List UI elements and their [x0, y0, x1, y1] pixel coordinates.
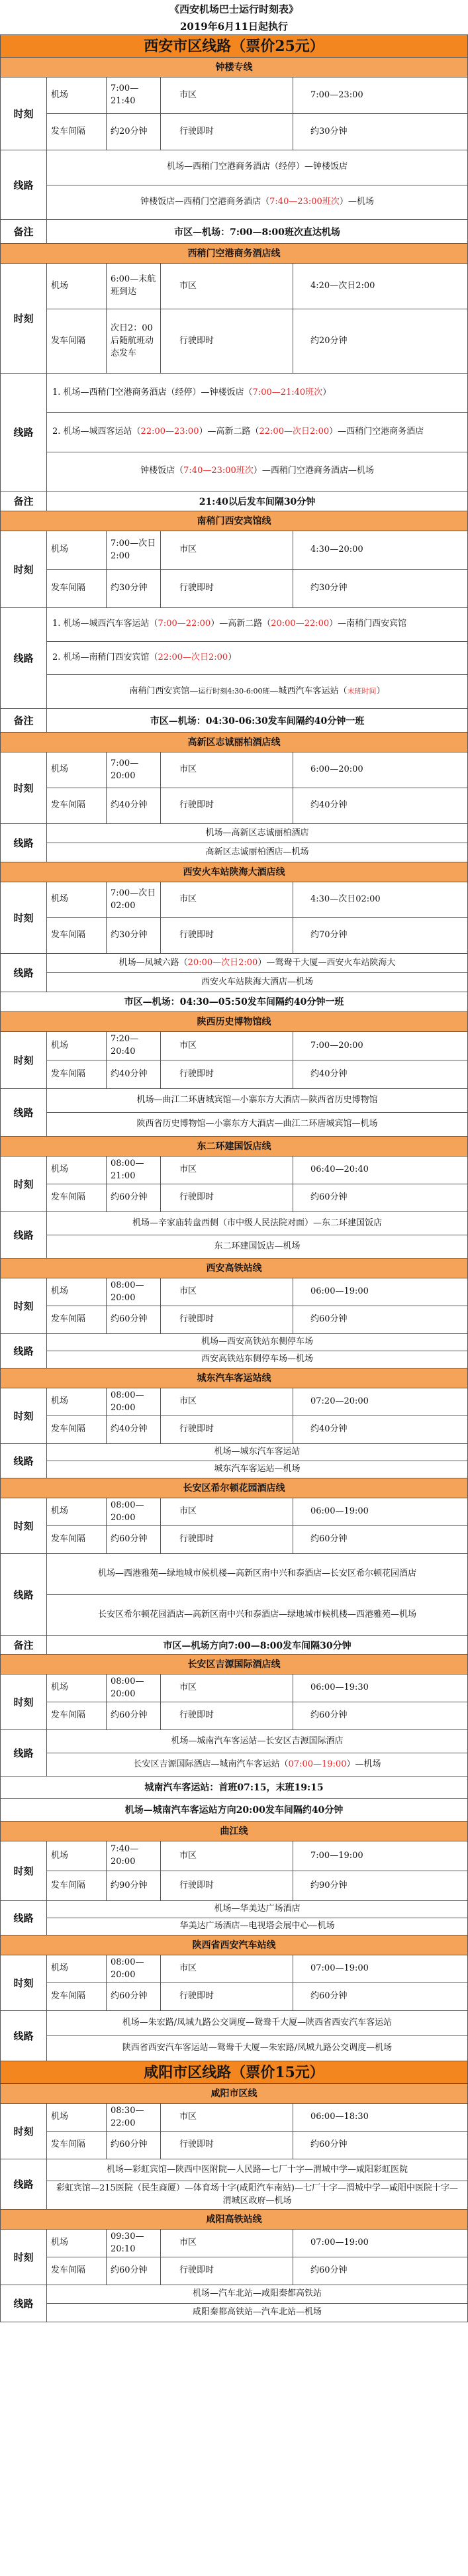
airport-interval: 约40分钟	[107, 788, 161, 823]
route-line: 机场—曲江二环唐城宾馆—小寨东方大酒店—陕西省历史博物馆	[136, 1095, 378, 1106]
route-header-chengdong: 城东汽车客运站线	[0, 1368, 468, 1388]
route-line: 华美达广场酒店—电视塔会展中心—机场	[47, 1918, 467, 1935]
airport-interval: 约60分钟	[107, 1983, 161, 2010]
airport-label: 机场	[47, 1955, 107, 1983]
route-line: 机场—辛家庙转盘西侧（市中级人民法院对面）—东二环建国饭店	[132, 1217, 382, 1228]
route-line: 1. 机场—西稍门空港商务酒店（经停）—钟楼饭店（ 7:00—21:40班次 ）	[52, 387, 332, 397]
city-interval: 约40分钟	[310, 1068, 348, 1079]
airport-label: 机场	[47, 1278, 107, 1306]
city-interval: 约20分钟	[310, 335, 348, 346]
departure-label: 行驶即时	[161, 1702, 293, 1729]
route-row	[0, 1444, 468, 1478]
departure-label: 行驶即时	[161, 1871, 293, 1900]
effective-date: 2019年6月11日起执行	[179, 21, 289, 32]
route-line: 陕西省西安汽车客运站—鸳鸯千大厦—朱宏路/凤城九路公交调度—机场	[47, 2035, 467, 2061]
airport-label: 机场	[47, 1674, 107, 1702]
remark-row	[0, 709, 468, 733]
remark-row	[0, 220, 468, 244]
airport-time: 08:00—20:00	[107, 1388, 161, 1416]
airport-time: 08:00—20:00	[107, 1674, 161, 1702]
departure-label: 行驶即时	[161, 2257, 293, 2285]
airport-label: 机场	[47, 531, 107, 569]
timetable-label: 时刻	[1, 531, 47, 607]
interval-label: 发车间隔	[47, 570, 107, 607]
airport-time: 09:30—20:10	[107, 2230, 161, 2257]
route-label: 线路	[1, 608, 47, 708]
route-line: 机场—彩虹宾馆—陕西中医附院—人民路—七厂十字—渭城中学—咸阳彩虹医院	[106, 2164, 408, 2175]
city-label: 市区	[161, 1157, 293, 1184]
schedule-table	[0, 34, 468, 2322]
airport-label: 机场	[47, 1841, 107, 1871]
city-time: 4:20—次日2:00	[310, 280, 375, 291]
route-line: 城东汽车客运站—机场	[47, 1461, 467, 1478]
airport-label: 机场	[47, 882, 107, 917]
route-label: 线路	[1, 1212, 47, 1258]
timetable-row	[0, 2104, 468, 2159]
timetable-label: 时刻	[1, 264, 47, 373]
interval-label: 发车间隔	[47, 2132, 107, 2159]
airport-label: 机场	[47, 2230, 107, 2257]
airport-interval: 约60分钟	[107, 1526, 161, 1553]
route-row	[0, 2285, 468, 2322]
remark-text: 市区—机场：04:30-06:30发车间隔约40分钟一班	[150, 715, 365, 727]
route-label: 线路	[1, 150, 47, 219]
remark-text: 市区—机场：7:00—8:00班次直达机场	[174, 227, 340, 238]
departure-label: 行驶即时	[161, 2132, 293, 2159]
city-time: 6:00—20:00	[310, 764, 363, 775]
route-header-gaoxin: 高新区志诚丽柏酒店线	[0, 733, 468, 752]
route-line: 长安区吉源国际酒店—城南汽车客运站（ 07:00—19:00 ）—机场	[47, 1753, 467, 1776]
airport-time: 7:00—次日2:00	[107, 531, 161, 569]
city-label: 市区	[161, 1032, 293, 1060]
airport-time: 08:30—22:00	[107, 2104, 161, 2131]
airport-interval: 约60分钟	[107, 1184, 161, 1211]
departure-label: 行驶即时	[161, 918, 293, 953]
route-label: 线路	[1, 1089, 47, 1136]
city-interval: 约60分钟	[310, 1314, 348, 1325]
route-header-xianyang-hsr: 咸阳高铁站线	[0, 2210, 468, 2230]
city-label: 市区	[161, 77, 293, 113]
route-row	[0, 1212, 468, 1259]
remark-label: 备注	[1, 491, 47, 511]
departure-label: 行驶即时	[161, 1184, 293, 1211]
route-label: 线路	[1, 374, 47, 491]
interval-label: 发车间隔	[47, 1416, 107, 1443]
timetable-label: 时刻	[1, 77, 47, 150]
route-label: 线路	[1, 1901, 47, 1935]
route-row	[0, 954, 468, 992]
city-interval: 约90分钟	[310, 1880, 348, 1890]
airport-time: 7:00—20:00	[107, 752, 161, 788]
timetable-row	[0, 1841, 468, 1901]
remark-text: 21:40以后发车间隔30分钟	[199, 496, 316, 507]
route-line: 钟楼饭店—西稍门空港商务酒店（ 7:40—23:00班次 ）—机场	[47, 185, 467, 220]
route-label: 线路	[1, 2159, 47, 2209]
city-time: 07:20—20:00	[310, 1396, 369, 1407]
airport-time: 08:00—21:00	[107, 1157, 161, 1184]
remark-text: 市区—机场方向7:00—8:00发车间隔30分钟	[163, 1640, 351, 1651]
route-line: 机场—西安高铁站东侧停车场	[201, 1337, 313, 1347]
airport-interval: 约30分钟	[107, 918, 161, 953]
timetable-row	[0, 752, 468, 824]
airport-time: 7:00—次日02:00	[107, 882, 161, 917]
route-row	[0, 2011, 468, 2061]
timetable-label: 时刻	[1, 1032, 47, 1088]
route-line: 西安火车站陕海大酒店—机场	[47, 972, 467, 992]
route-line: 东二环建国饭店—机场	[47, 1235, 467, 1258]
airport-time: 08:00—20:00	[107, 1498, 161, 1525]
route-header-qujiang: 曲江线	[0, 1822, 468, 1841]
route-line: 机场—朱宏路/凤城九路公交调度—鸳鸯千大厦—陕西省西安汽车客运站	[122, 2018, 393, 2028]
timetable-row	[0, 1498, 468, 1554]
city-time: 07:00—19:00	[310, 1963, 369, 1974]
timetable-label: 时刻	[1, 1841, 47, 1900]
airport-interval: 约40分钟	[107, 1416, 161, 1443]
route-row	[0, 2159, 468, 2210]
airport-time: 08:00—20:00	[107, 1278, 161, 1306]
city-time: 07:00—19:00	[310, 2238, 369, 2248]
airport-label: 机场	[47, 1032, 107, 1060]
route-row	[0, 608, 468, 709]
route-line: 陕西省历史博物馆—小寨东方大酒店—曲江二环唐城宾馆—机场	[47, 1112, 467, 1136]
airport-label: 机场	[47, 264, 107, 309]
route-line: 2. 机场—南稍门西安宾馆（ 22:00—次日2:00 ）	[47, 641, 467, 675]
route-label: 线路	[1, 1334, 47, 1368]
remark-text: 机场—城南汽车客运站方向20:00发车间隔约40分钟	[0, 1799, 468, 1822]
timetable-label: 时刻	[1, 1674, 47, 1729]
city-time: 06:00—19:30	[310, 1682, 369, 1693]
timetable-label: 时刻	[1, 752, 47, 823]
interval-label: 发车间隔	[47, 918, 107, 953]
airport-interval: 约60分钟	[107, 2132, 161, 2159]
timetable-label: 时刻	[1, 2104, 47, 2159]
airport-time: 7:00—21:40	[107, 77, 161, 113]
interval-label: 发车间隔	[47, 2257, 107, 2285]
route-line: 机场—汽车北站—咸阳秦都高铁站	[192, 2289, 322, 2299]
city-label: 市区	[161, 882, 293, 917]
city-label: 市区	[161, 1498, 293, 1525]
route-line: 机场—凤城六路（ 20:00—次日2:00 ）—鸳鸯千大厦—西安火车站陕海大	[118, 957, 396, 968]
route-header-xianyang-city: 咸阳市区线	[0, 2084, 468, 2104]
route-row	[0, 1089, 468, 1137]
city-time: 06:00—19:00	[310, 1286, 369, 1297]
route-label: 线路	[1, 2011, 47, 2061]
city-label: 市区	[161, 1388, 293, 1416]
airport-time: 6:00—末航班到达	[107, 264, 161, 309]
city-label: 市区	[161, 752, 293, 788]
city-time: 06:00—19:00	[310, 1506, 369, 1517]
region-header-xian: 西安市区线路（票价25元）	[0, 35, 468, 58]
route-line: 咸阳秦都高铁站—汽车北站—机场	[47, 2303, 467, 2322]
airport-label: 机场	[47, 752, 107, 788]
airport-time: 08:00—20:00	[107, 1955, 161, 1983]
route-row	[0, 374, 468, 491]
airport-label: 机场	[47, 1388, 107, 1416]
city-interval: 约40分钟	[310, 800, 348, 811]
route-line: 机场—西港雅苑—绿地城市候机楼—高新区南中兴和泰酒店—长安区希尔顿花园酒店	[97, 1569, 416, 1579]
route-row	[0, 1334, 468, 1368]
city-label: 市区	[161, 1841, 293, 1871]
interval-label: 发车间隔	[47, 309, 107, 373]
city-interval: 约60分钟	[310, 1710, 348, 1721]
route-header-museum: 陕西历史博物馆线	[0, 1012, 468, 1032]
route-label: 线路	[1, 824, 47, 862]
route-header-hsr: 西安高铁站线	[0, 1259, 468, 1278]
route-row	[0, 1554, 468, 1636]
route-label: 线路	[1, 2285, 47, 2322]
route-header-railway: 西安火车站陕海大酒店线	[0, 862, 468, 882]
city-time: 4:30—次日02:00	[310, 894, 381, 905]
departure-label: 行驶即时	[161, 1526, 293, 1553]
route-header-nanmen: 南稍门西安宾馆线	[0, 511, 468, 531]
city-label: 市区	[161, 2104, 293, 2131]
route-line: 西安高铁站东侧停车场—机场	[47, 1351, 467, 1368]
route-row	[0, 1901, 468, 1935]
route-header-hilton: 长安区希尔顿花园酒店线	[0, 1478, 468, 1498]
route-header-ximen: 西稍门空港商务酒店线	[0, 244, 468, 264]
route-row	[0, 150, 468, 220]
city-label: 市区	[161, 1674, 293, 1702]
timetable-row	[0, 1278, 468, 1334]
timetable-row	[0, 531, 468, 608]
timetable-row	[0, 1674, 468, 1730]
departure-label: 行驶即时	[161, 114, 293, 150]
city-interval: 约60分钟	[310, 2139, 348, 2150]
city-time: 7:00—23:00	[310, 89, 363, 100]
timetable-row	[0, 1157, 468, 1212]
interval-label: 发车间隔	[47, 1871, 107, 1900]
timetable-row	[0, 264, 468, 374]
city-label: 市区	[161, 1955, 293, 1983]
timetable-label: 时刻	[1, 1388, 47, 1443]
route-header-jianguo: 东二环建国饭店线	[0, 1137, 468, 1157]
remark-label: 备注	[1, 709, 47, 732]
timetable-row	[0, 77, 468, 150]
airport-label: 机场	[47, 2104, 107, 2131]
route-row	[0, 1730, 468, 1777]
city-time: 4:30—20:00	[310, 544, 363, 555]
airport-interval: 约20分钟	[107, 114, 161, 150]
city-time: 06:40—20:40	[310, 1164, 369, 1175]
city-time: 7:00—19:00	[310, 1850, 363, 1861]
route-label: 线路	[1, 954, 47, 992]
interval-label: 发车间隔	[47, 1060, 107, 1088]
timetable-row	[0, 882, 468, 954]
remark-text: 市区—机场：04:30—05:50发车间隔约40分钟一班	[0, 992, 468, 1012]
airport-label: 机场	[47, 77, 107, 113]
airport-interval: 约60分钟	[107, 1306, 161, 1333]
airport-interval: 次日2：00后随航班动态发车	[107, 309, 161, 373]
city-label: 市区	[161, 2230, 293, 2257]
airport-label: 机场	[47, 1498, 107, 1525]
route-header-jiyuan: 长安区吉源国际酒店线	[0, 1655, 468, 1674]
departure-label: 行驶即时	[161, 788, 293, 823]
timetable-label: 时刻	[1, 1498, 47, 1553]
city-interval: 约70分钟	[310, 930, 348, 941]
route-label: 线路	[1, 1554, 47, 1635]
region-header-xianyang: 咸阳市区线路（票价15元）	[0, 2061, 468, 2084]
city-interval: 约30分钟	[310, 583, 348, 593]
city-time: 06:00—18:30	[310, 2112, 369, 2122]
timetable-label: 时刻	[1, 2230, 47, 2285]
airport-time: 7:20—20:40	[107, 1032, 161, 1060]
airport-interval: 约40分钟	[107, 1060, 161, 1088]
city-label: 市区	[161, 264, 293, 309]
city-interval: 约40分钟	[310, 1424, 348, 1435]
timetable-label: 时刻	[1, 1157, 47, 1211]
airport-interval: 约90分钟	[107, 1871, 161, 1900]
interval-label: 发车间隔	[47, 1526, 107, 1553]
route-label: 线路	[1, 1730, 47, 1776]
route-label: 线路	[1, 1444, 47, 1478]
airport-time: 7:40—20:00	[107, 1841, 161, 1871]
timetable-label: 时刻	[1, 1278, 47, 1333]
route-line: 钟楼饭店（ 7:40—23:00班次 ）—西稍门空港商务酒店—机场	[47, 452, 467, 491]
route-line: 2. 机场—城西客运站（22:00—23:00）—高新二路（22:00—次日2:00）—西稍门空港商务酒店	[47, 412, 467, 451]
timetable-row	[0, 2230, 468, 2285]
interval-label: 发车间隔	[47, 114, 107, 150]
airport-interval: 约60分钟	[107, 1702, 161, 1729]
departure-label: 行驶即时	[161, 570, 293, 607]
departure-label: 行驶即时	[161, 1416, 293, 1443]
route-header-xian-bus: 陕西省西安汽车站线	[0, 1935, 468, 1955]
route-line: 机场—高新区志诚丽柏酒店	[205, 827, 309, 838]
airport-interval: 约60分钟	[107, 2257, 161, 2285]
departure-label: 行驶即时	[161, 309, 293, 373]
timetable-label: 时刻	[1, 1955, 47, 2010]
interval-label: 发车间隔	[47, 1983, 107, 2010]
interval-label: 发车间隔	[47, 1702, 107, 1729]
route-header-zhonglou: 钟楼专线	[0, 58, 468, 77]
interval-label: 发车间隔	[47, 788, 107, 823]
remark-row	[0, 491, 468, 511]
city-interval: 约60分钟	[310, 2265, 348, 2276]
route-line: 1. 机场—城西汽车客运站（7:00—22:00）—高新二路（20:00—22:00）—南稍门西安宾馆	[52, 619, 407, 629]
city-interval: 约60分钟	[310, 1192, 348, 1203]
route-line: 高新区志诚丽柏酒店—机场	[47, 843, 467, 862]
city-label: 市区	[161, 1278, 293, 1306]
remark-label: 备注	[1, 220, 47, 243]
route-row	[0, 824, 468, 862]
airport-interval: 约30分钟	[107, 570, 161, 607]
timetable-row	[0, 1032, 468, 1089]
departure-label: 行驶即时	[161, 1983, 293, 2010]
remark-label: 备注	[1, 1636, 47, 1654]
timetable-row	[0, 1388, 468, 1444]
route-line: 机场—城东汽车客运站	[214, 1447, 301, 1457]
city-interval: 约60分钟	[310, 1991, 348, 2002]
interval-label: 发车间隔	[47, 1184, 107, 1211]
airport-label: 机场	[47, 1157, 107, 1184]
city-interval: 约60分钟	[310, 1534, 348, 1545]
document-title: 《西安机场巴士运行时刻表》	[169, 3, 299, 15]
route-line: 机场—西稍门空港商务酒店（经停）—钟楼饭店	[166, 162, 348, 172]
departure-label: 行驶即时	[161, 1306, 293, 1333]
remark-text: 城南汽车客运站：首班07:15，末班19:15	[0, 1777, 468, 1799]
city-interval: 约30分钟	[310, 126, 348, 136]
route-line: 机场—华美达广场酒店	[214, 1904, 301, 1914]
city-time: 7:00—20:00	[310, 1040, 363, 1051]
timetable-label: 时刻	[1, 882, 47, 953]
remark-row	[0, 1636, 468, 1655]
route-line: 机场—城南汽车客运站—长安区吉源国际酒店	[171, 1735, 344, 1746]
route-line: 南稍门西安宾馆— 运行时刻4:30-6:00班 —城西汽车客运站（ 末班时间 ）	[47, 674, 467, 708]
city-label: 市区	[161, 531, 293, 569]
timetable-row	[0, 1955, 468, 2011]
interval-label: 发车间隔	[47, 1306, 107, 1333]
route-line: 彩虹宾馆—215医院（民生商厦）—体育场十字(咸阳汽车南站)—七厂十字—渭城中学—咸阳中医院十字—渭城区政府—机场	[47, 2181, 467, 2209]
departure-label: 行驶即时	[161, 1060, 293, 1088]
route-line: 长安区希尔顿花园酒店—高新区南中兴和泰酒店—绿地城市候机楼—西港雅苑—机场	[47, 1594, 467, 1635]
